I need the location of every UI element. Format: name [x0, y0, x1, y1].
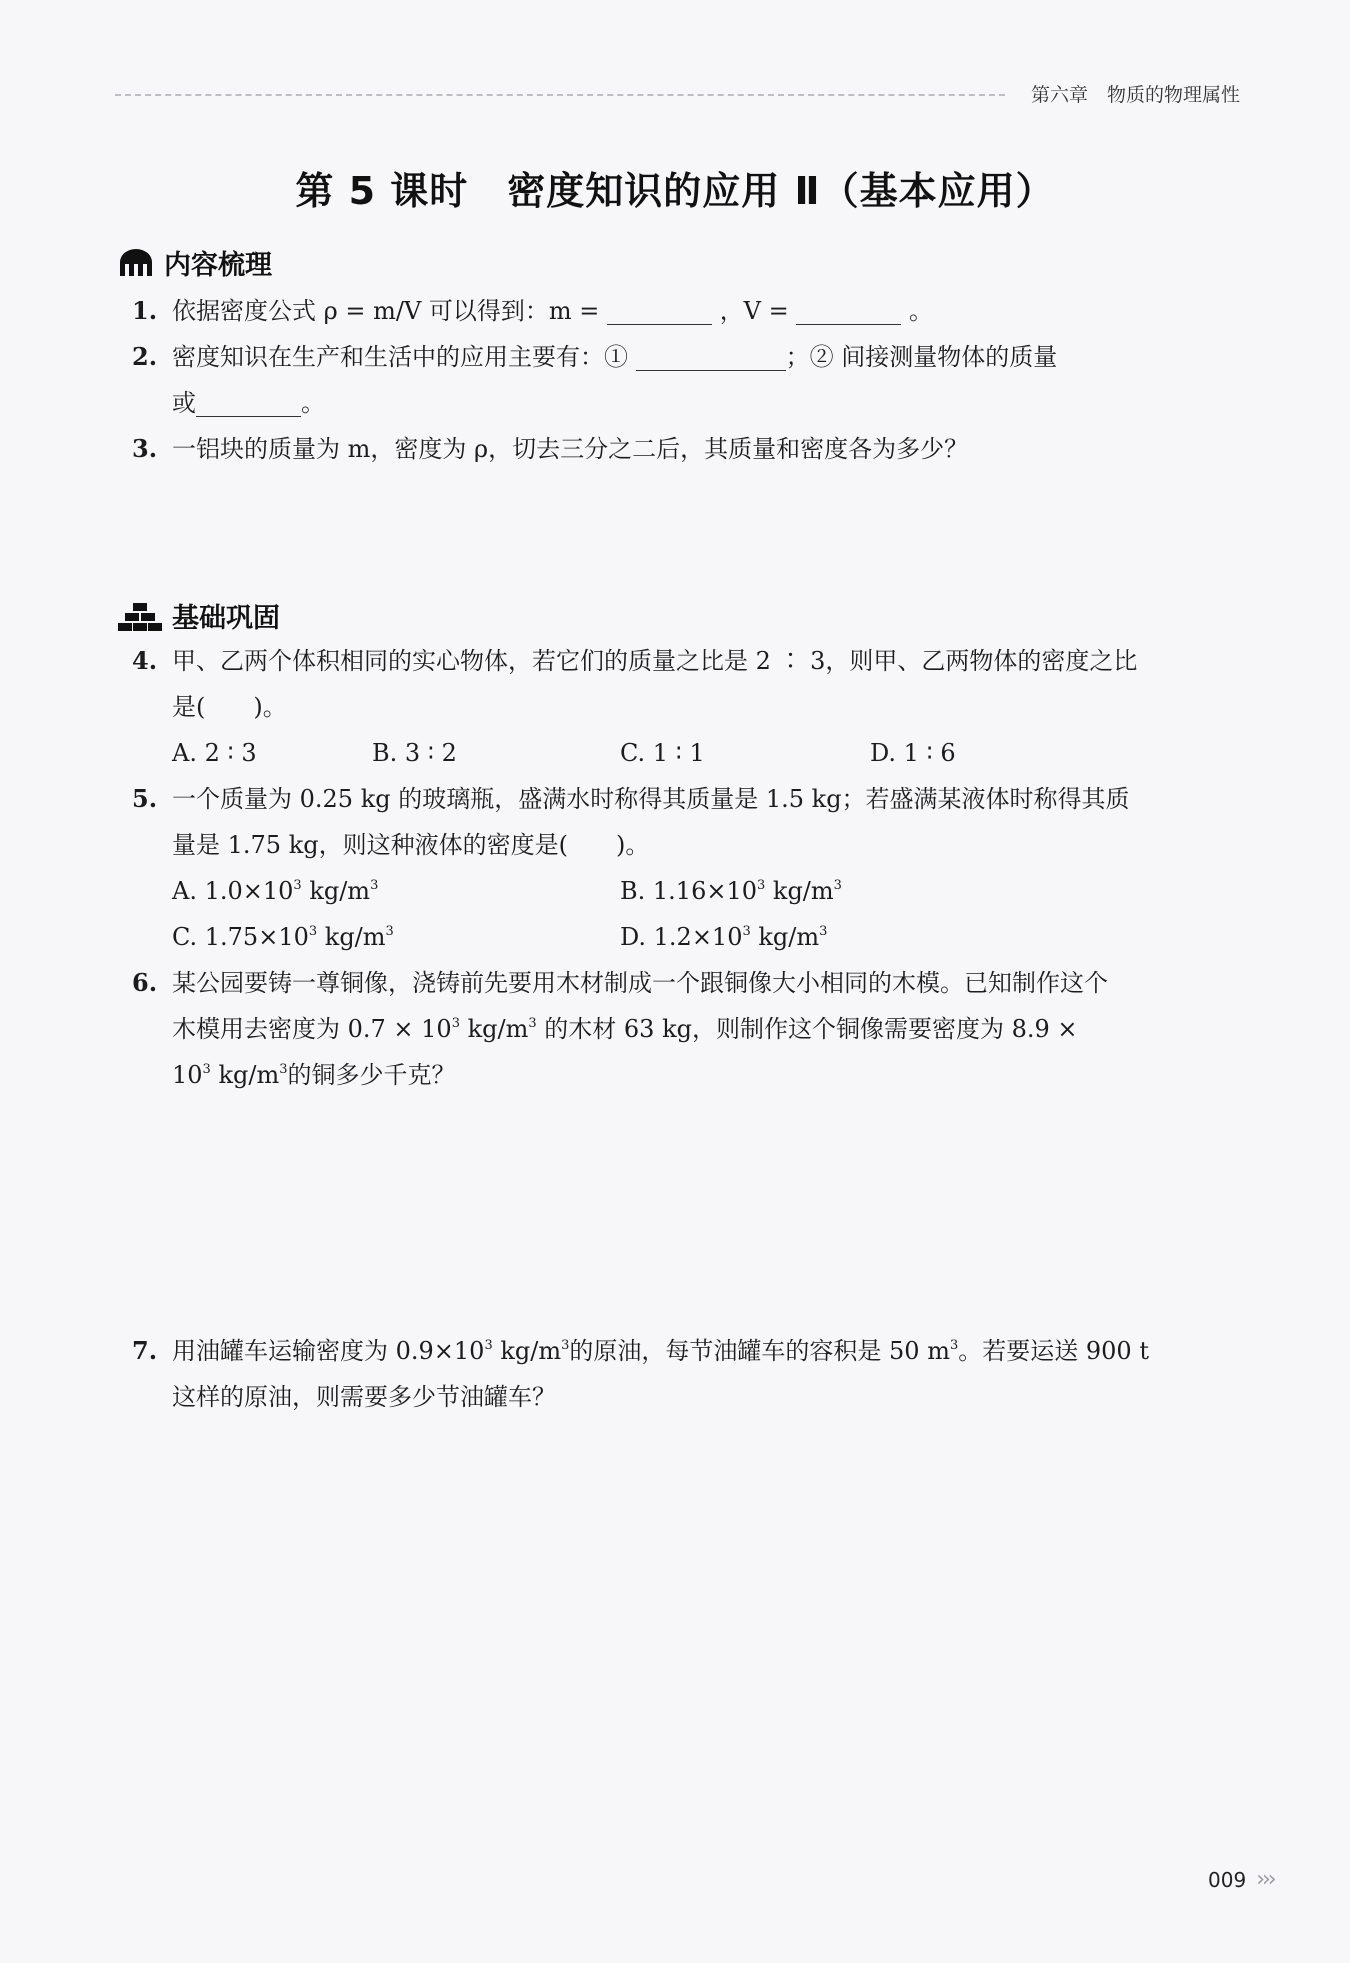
question-7 [132, 1328, 1247, 1420]
question-text: 或 [172, 389, 196, 417]
question-3 [132, 426, 1247, 472]
question-number: 5. [132, 784, 158, 813]
chevron-right-icon: ››› [1256, 1867, 1274, 1892]
question-text: 用油罐车运输密度为 $0.9\times 10^3$ $kg/m^3$的原油，每节油罐车的容积是 50 $m^3$。若要运送 900 t [172, 1337, 1149, 1365]
question-number: 3. [132, 434, 158, 463]
question-number: 2. [132, 342, 158, 371]
answer-blank[interactable] [796, 294, 901, 325]
answer-blank[interactable] [636, 340, 786, 371]
chapter-header: 第六章 物质的物理属性 [1030, 84, 1240, 106]
option-b[interactable]: B. $1.16\times 10^3$ $kg/m^3$ [620, 877, 842, 905]
question-number: 4. [132, 646, 158, 675]
question-2 [132, 334, 1247, 426]
question-4 [132, 638, 1247, 776]
bricks-icon [118, 601, 162, 631]
question-text: 甲、乙两个体积相同的实心物体，若它们的质量之比是 2 ∶ 3，则甲、乙两物体的密度之比 [172, 647, 1138, 675]
option-a[interactable]: A. $1.0\times 10^3$ $kg/m^3$ [172, 877, 379, 905]
page-number-text: 009 [1208, 1867, 1247, 1892]
options-row [172, 868, 1247, 914]
options-row [172, 730, 1247, 776]
question-number: 6. [132, 968, 158, 997]
question-text: 。 [301, 389, 325, 417]
question-text: 一铝块的质量为 m，密度为 ρ，切去三分之二后，其质量和密度各为多少？ [172, 435, 969, 463]
section-review-heading [118, 243, 272, 282]
answer-blank[interactable] [607, 294, 712, 325]
question-text: $10^3$ $kg/m^3$的铜多少千克？ [172, 1061, 456, 1089]
option-b[interactable]: B. 3 ∶ 2 [372, 739, 457, 767]
option-d[interactable]: D. 1 ∶ 6 [870, 739, 956, 767]
question-1 [132, 288, 1247, 334]
page-number [1208, 1867, 1274, 1892]
answer-blank[interactable] [196, 386, 301, 417]
question-text: 某公园要铸一尊铜像，浇铸前先要用木材制成一个跟铜像大小相同的木模。已知制作这个 [172, 969, 1108, 997]
question-text: 量是 1.75 kg，则这种液体的密度是( )。 [172, 831, 650, 859]
option-a[interactable]: A. 2 ∶ 3 [172, 739, 257, 767]
arch-icon [118, 248, 154, 278]
question-text: 依据密度公式 ρ = m/V 可以得到：m = [172, 297, 600, 325]
question-number: 7. [132, 1336, 158, 1365]
question-5 [132, 776, 1247, 960]
section-practice-label: 基础巩固 [172, 603, 280, 634]
question-text: 一个质量为 0.25 kg 的玻璃瓶，盛满水时称得其质量是 1.5 kg；若盛满某液体时称得其质 [172, 785, 1130, 813]
header-rule [115, 94, 1005, 96]
options-row [172, 914, 1247, 960]
question-text: ，V = [719, 297, 789, 325]
question-text: 是( )。 [172, 693, 287, 721]
option-c[interactable]: C. 1 ∶ 1 [620, 739, 705, 767]
page-title: 第 5 课时 密度知识的应用 Ⅱ（基本应用） [295, 169, 1055, 213]
question-text: 。 [909, 297, 934, 325]
section-practice-heading [118, 596, 280, 635]
question-text: ；② 间接测量物体的质量 [785, 343, 1058, 371]
question-text: 木模用去密度为 $0.7 \times 10^3$ $kg/m^3$ 的木材 63 kg，则制作这个铜像需要密度为 8.9 × [172, 1015, 1078, 1043]
option-c[interactable]: C. $1.75\times 10^3$ $kg/m^3$ [172, 923, 394, 951]
question-number: 1. [132, 296, 158, 325]
option-d[interactable]: D. $1.2\times 10^3$ $kg/m^3$ [620, 923, 828, 951]
question-text: 这样的原油，则需要多少节油罐车？ [172, 1383, 556, 1411]
section-review-label: 内容梳理 [164, 250, 272, 281]
question-6 [132, 960, 1247, 1098]
question-text: 密度知识在生产和生活中的应用主要有：① [172, 343, 628, 371]
